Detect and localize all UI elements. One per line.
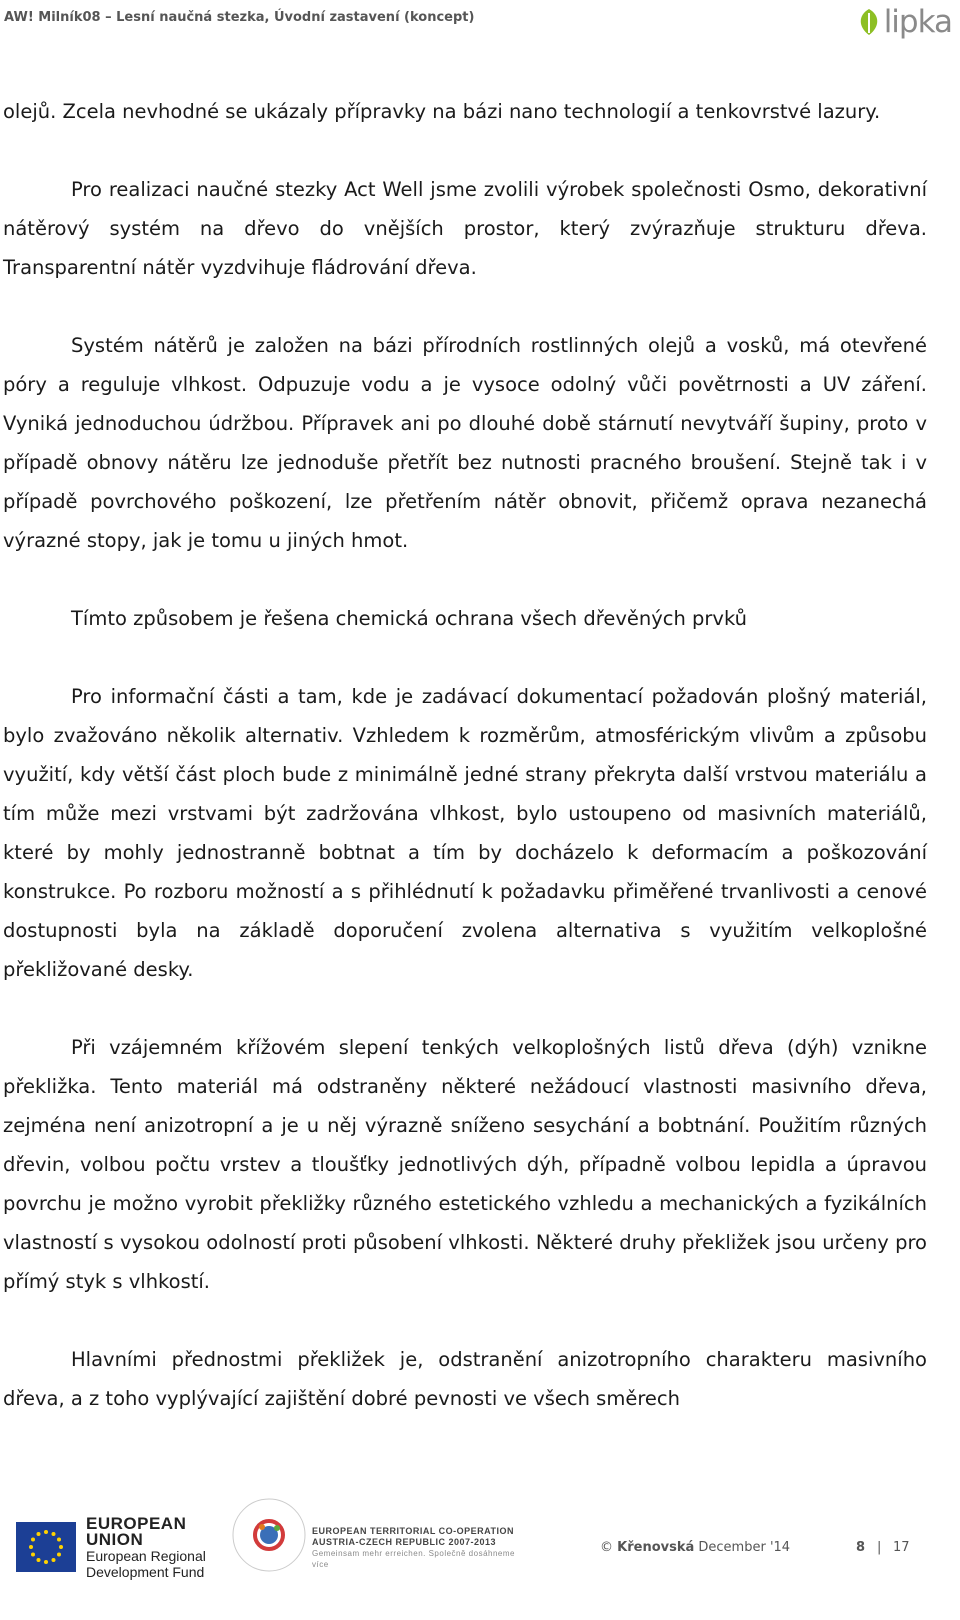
paragraph: Hlavními přednostmi překližek je, odstranění anizotropního charakteru masivního dřeva, a z toho vyplývající zajištění dobré pevnosti ve všech směrech (3, 1348, 927, 1410)
eu-subtitle-2: Development Fund (86, 1564, 205, 1580)
etc-title: EUROPEAN TERRITORIAL CO-OPERATION (312, 1526, 515, 1536)
paragraph: Při vzájemném křížovém slepení tenkých velkoplošných listů dřeva (dýh) vznikne překližka. Tento materiál má odstraněny některé nežádoucí vlastnosti masivního dřeva, zejména není anizotropní a je u něj výrazně sníženo sesychání a bobtnání. Použitím různých dřevin, volbou počtu vrstev a tloušťky jednotlivých dýh, případně volbou lepidla a úpravou povrchu je možno vyrobit překližky různého estetického vzhledu a mechanických a fyzikálních vlastností s vysokou odolností proti působení vlhkosti. Některé druhy překližek jsou určeny pro přímý styk s vlhkostí. (3, 1036, 927, 1293)
document-title: AW! Milník08 – Lesní naučná stezka, Úvodní zastavení (koncept) (4, 10, 475, 25)
page-footer (0, 1480, 960, 1620)
document-date: December '14 (698, 1540, 791, 1555)
footer-meta (600, 1540, 920, 1555)
lipka-logo (856, 2, 952, 42)
paragraph: olejů. Zcela nevhodné se ukázaly přípravky na bázi nano technologií a tenkovrstvé lazury. (3, 100, 881, 123)
paragraph: Tímto způsobem je řešena chemická ochrana všech dřevěných prvků (71, 607, 748, 630)
leaf-icon (856, 7, 882, 37)
paragraph: Pro realizaci naučné stezky Act Well jsme zvolili výrobek společnosti Osmo, dekorativní nátěrový systém na dřevo do vnějších prostor, který zvýrazňuje strukturu dřeva. Transparentní nátěr vyzdvihuje fládrování dřeva. (3, 178, 927, 279)
etc-motto: Gemeinsam mehr erreichen. Společně dosáhneme více (312, 1549, 515, 1569)
page-number: 8 (856, 1540, 866, 1555)
eu-fund-label (86, 1516, 216, 1580)
paragraph: Pro informační části a tam, kde je zadávací dokumentací požadován plošný materiál, bylo zvažováno několik alternativ. Vzhledem k rozměrům, atmosférickým vlivům a způsobu využití, kdy větší část ploch bude z minimálně jedné strany překryta další vrstvou materiálu a tím může mezi vrstvami být zadržována vlhkost, bylo ustoupeno od masivních materiálů, které by mohly jednostranně bobtnat a tím by docházelo k deformacím a poškozování konstrukce. Po rozboru možností a s přihlédnutí k požadavku přiměřené trvanlivosti a cenové dostupnosti byla na základě doporučení zvolena alternativa s využitím velkoplošné překližované desky. (3, 685, 927, 981)
page-header (0, 0, 960, 44)
etc-programme-label (312, 1526, 522, 1570)
paragraph: Systém nátěrů je založen na bázi přírodních rostlinných olejů a vosků, má otevřené póry a reguluje vlhkost. Odpuzuje vodu a je vysoce odolný vůči povětrnosti a UV záření. Vyniká jednoduchou údržbou. Přípravek ani po dlouhé době stárnutí nevytváří šupiny, proto v případě obnovy nátěru lze jednoduše přetřít bez nutnosti pracného broušení. Stejně tak i v případě povrchového poškození, lze přetřením nátěr obnovit, přičemž oprava nezanechá výrazné stopy, jak je tomu u jiných hmot. (3, 334, 927, 552)
page-total: 17 (893, 1540, 910, 1555)
eu-title: EUROPEAN UNION (86, 1514, 187, 1549)
logo-text: lipka (883, 3, 952, 40)
eu-subtitle-1: European Regional (86, 1548, 206, 1564)
document-body (3, 92, 927, 1418)
etc-subtitle: AUSTRIA-CZECH REPUBLIC 2007-2013 (312, 1537, 497, 1547)
cooperation-seal-icon (228, 1494, 310, 1576)
author-name: Křenovská (617, 1540, 695, 1555)
copyright-symbol: © (600, 1540, 613, 1555)
eu-flag-icon (16, 1522, 76, 1572)
page-separator: | (877, 1540, 882, 1555)
